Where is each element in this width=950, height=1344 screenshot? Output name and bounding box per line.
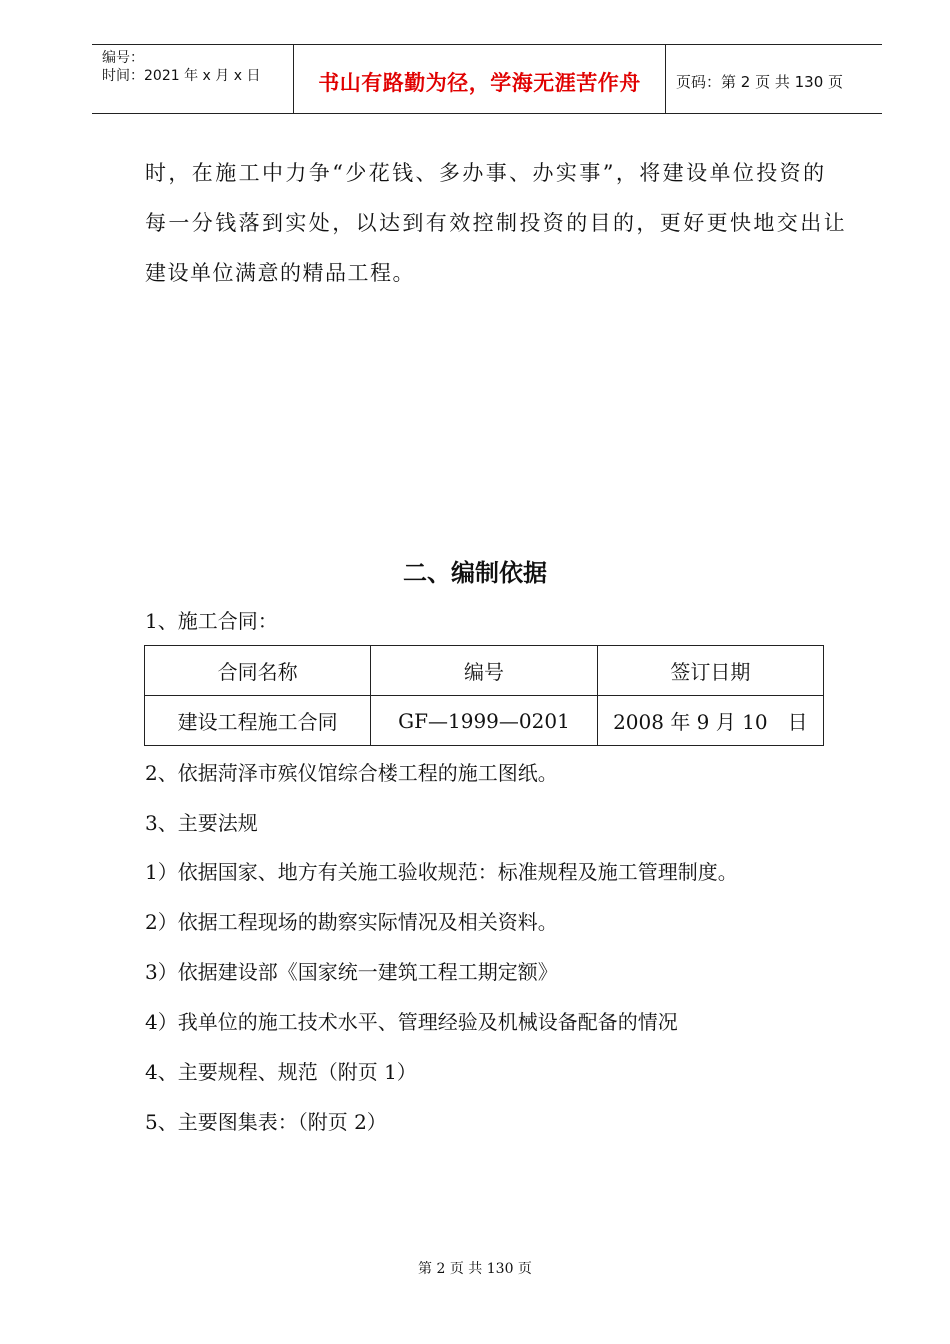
contract-table (144, 645, 824, 746)
header-page-label: 页码：第 2 页 共 130 页 (676, 73, 844, 91)
table-header-cell: 签订日期 (597, 646, 823, 696)
page-header (92, 44, 882, 114)
table-header-cell: 编号 (371, 646, 597, 696)
header-divider (665, 45, 666, 113)
table-cell: GF—1999—0201 (371, 696, 597, 746)
list-item: 2、依据菏泽市殡仪馆综合楼工程的施工图纸。 (145, 761, 558, 785)
table-cell: 建设工程施工合同 (145, 696, 371, 746)
list-item: 3、主要法规 (145, 811, 258, 835)
table-header-row (145, 646, 824, 696)
table-row (145, 696, 824, 746)
list-item: 4、主要规程、规范（附页 1） (145, 1060, 417, 1084)
body-paragraph-line: 每一分钱落到实处，以达到有效控制投资的目的，更好更快地交出让 (145, 211, 847, 235)
list-item: 5、主要图集表：（附页 2） (145, 1110, 387, 1134)
header-meta (102, 49, 260, 85)
header-motto: 书山有路勤为径，学海无涯苦作舟 (318, 71, 641, 95)
doc-number-label: 编号： (102, 50, 144, 66)
list-item: 2）依据工程现场的勘察实际情况及相关资料。 (145, 910, 558, 934)
list-item: 3）依据建设部《国家统一建筑工程工期定额》 (145, 960, 558, 984)
list-item: 1、施工合同： (145, 609, 278, 633)
doc-time-label: 时间：2021 年 x 月 x 日 (102, 68, 261, 84)
list-item: 1）依据国家、地方有关施工验收规范：标准规程及施工管理制度。 (145, 860, 738, 884)
page-footer: 第 2 页 共 130 页 (418, 1261, 532, 1277)
list-item: 4）我单位的施工技术水平、管理经验及机械设备配备的情况 (145, 1010, 678, 1034)
table-cell: 2008 年 9 月 10 日 (597, 696, 823, 746)
table-header-cell: 合同名称 (145, 646, 371, 696)
section-title: 二、编制依据 (403, 559, 547, 587)
body-paragraph-line: 时，在施工中力争“少花钱、多办事、办实事”，将建设单位投资的 (145, 161, 827, 185)
body-paragraph-line: 建设单位满意的精品工程。 (145, 261, 415, 285)
